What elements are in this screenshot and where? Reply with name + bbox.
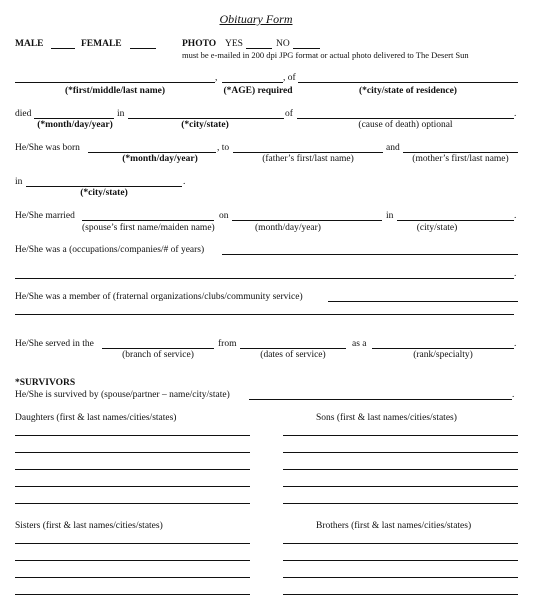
death-place-caption: (*city/state) <box>181 120 229 130</box>
sons-field-line[interactable] <box>283 435 518 436</box>
married-period: . <box>514 211 517 221</box>
sons-label: Sons (first & last names/cities/states) <box>316 413 457 423</box>
born-and-label: and <box>386 143 400 153</box>
brothers-field-line[interactable] <box>283 594 518 595</box>
service-dates-caption: (dates of service) <box>260 350 326 360</box>
born-in-period: . <box>183 177 186 187</box>
sons-field-line[interactable] <box>283 486 518 487</box>
spouse-name-field[interactable] <box>82 220 214 221</box>
form-title: Obituary Form <box>219 12 293 26</box>
spouse-caption: (spouse’s first name/maiden name) <box>82 223 215 233</box>
photo-no-label: NO <box>276 39 290 49</box>
brothers-field-line[interactable] <box>283 560 518 561</box>
member-label: He/She was a member of (fraternal organizations/clubs/community service) <box>15 292 303 302</box>
member-field-line-2[interactable] <box>15 314 514 315</box>
daughters-field-line[interactable] <box>15 486 250 487</box>
sons-field-line[interactable] <box>283 469 518 470</box>
photo-no-line[interactable] <box>293 48 320 49</box>
marriage-place-caption: (city/state) <box>416 223 458 233</box>
died-period: . <box>514 109 517 119</box>
spouse-survivor-period: . <box>512 390 515 400</box>
father-name-field[interactable] <box>233 152 383 153</box>
sisters-field-line[interactable] <box>15 594 250 595</box>
brothers-label: Brothers (first & last names/cities/states) <box>316 521 472 531</box>
born-to-label: , to <box>217 143 230 153</box>
died-in-label: in <box>117 109 125 119</box>
married-on-label: on <box>219 211 229 221</box>
brothers-field-line[interactable] <box>283 577 518 578</box>
female-label: FEMALE <box>81 39 122 49</box>
age-field[interactable] <box>222 82 283 83</box>
served-as-label: as a <box>352 339 367 349</box>
died-of-label: of <box>285 109 293 119</box>
brothers-field-line[interactable] <box>283 543 518 544</box>
death-date-field[interactable] <box>34 118 114 119</box>
photo-yes-line[interactable] <box>246 48 272 49</box>
died-label: died <box>15 109 32 119</box>
full-name-field[interactable] <box>15 82 215 83</box>
age-caption: (*AGE) required <box>223 86 293 96</box>
residence-of: , of <box>283 73 296 83</box>
occupation-field-line-2[interactable] <box>15 278 514 279</box>
sisters-label: Sisters (first & last names/cities/states) <box>15 521 163 531</box>
birth-place-field[interactable] <box>26 186 182 187</box>
name-caption: (*first/middle/last name) <box>64 86 165 96</box>
photo-note: must be e-mailed in 200 dpi JPG format or actual photo delivered to The Desert Sun <box>182 50 469 60</box>
served-from-label: from <box>218 339 237 349</box>
marriage-place-field[interactable] <box>397 220 514 221</box>
male-checkbox-line[interactable] <box>51 48 75 49</box>
birth-date-field[interactable] <box>88 152 216 153</box>
mother-caption: (mother’s first/last name) <box>412 154 509 164</box>
male-label: MALE <box>15 39 44 49</box>
mother-name-field[interactable] <box>403 152 518 153</box>
rank-caption: (rank/specialty) <box>413 350 473 360</box>
birth-place-caption: (*city/state) <box>80 188 128 198</box>
occupation-period: . <box>514 269 517 279</box>
death-place-field[interactable] <box>128 118 284 119</box>
occupation-label: He/She was a (occupations/companies/# of years) <box>15 245 205 255</box>
sons-field-line[interactable] <box>283 503 518 504</box>
occupation-field-line-1[interactable] <box>222 254 518 255</box>
sisters-field-line[interactable] <box>15 543 250 544</box>
served-label: He/She served in the <box>15 339 94 349</box>
sons-field-line[interactable] <box>283 452 518 453</box>
sisters-field-line[interactable] <box>15 577 250 578</box>
birth-date-caption: (*month/day/year) <box>122 154 198 164</box>
photo-yes-label: YES <box>225 39 243 49</box>
marriage-date-field[interactable] <box>232 220 382 221</box>
death-cause-field[interactable] <box>297 118 514 119</box>
member-field-line-1[interactable] <box>328 301 518 302</box>
married-in-label: in <box>386 211 394 221</box>
branch-field[interactable] <box>102 348 214 349</box>
photo-label: PHOTO <box>182 39 217 49</box>
residence-caption: (*city/state of residence) <box>359 86 457 96</box>
death-date-caption: (*month/day/year) <box>37 120 113 130</box>
residence-field[interactable] <box>298 82 518 83</box>
female-checkbox-line[interactable] <box>130 48 156 49</box>
branch-caption: (branch of service) <box>122 350 194 360</box>
sisters-field-line[interactable] <box>15 560 250 561</box>
born-label: He/She was born <box>15 143 80 153</box>
daughters-field-line[interactable] <box>15 503 250 504</box>
marriage-date-caption: (month/day/year) <box>255 223 321 233</box>
daughters-field-line[interactable] <box>15 469 250 470</box>
service-dates-field[interactable] <box>240 348 346 349</box>
name-comma: , <box>215 73 218 83</box>
served-period: . <box>514 339 517 349</box>
spouse-survivor-label: He/She is survived by (spouse/partner – name/city/state) <box>15 390 230 400</box>
daughters-label: Daughters (first & last names/cities/states) <box>15 413 177 423</box>
daughters-field-line[interactable] <box>15 435 250 436</box>
death-cause-caption: (cause of death) optional <box>358 120 453 130</box>
born-in-label: in <box>15 177 23 187</box>
daughters-field-line[interactable] <box>15 452 250 453</box>
rank-field[interactable] <box>372 348 514 349</box>
father-caption: (father’s first/last name) <box>262 154 354 164</box>
survivors-heading: *SURVIVORS <box>15 378 76 388</box>
married-label: He/She married <box>15 211 75 221</box>
spouse-survivor-field[interactable] <box>249 399 512 400</box>
